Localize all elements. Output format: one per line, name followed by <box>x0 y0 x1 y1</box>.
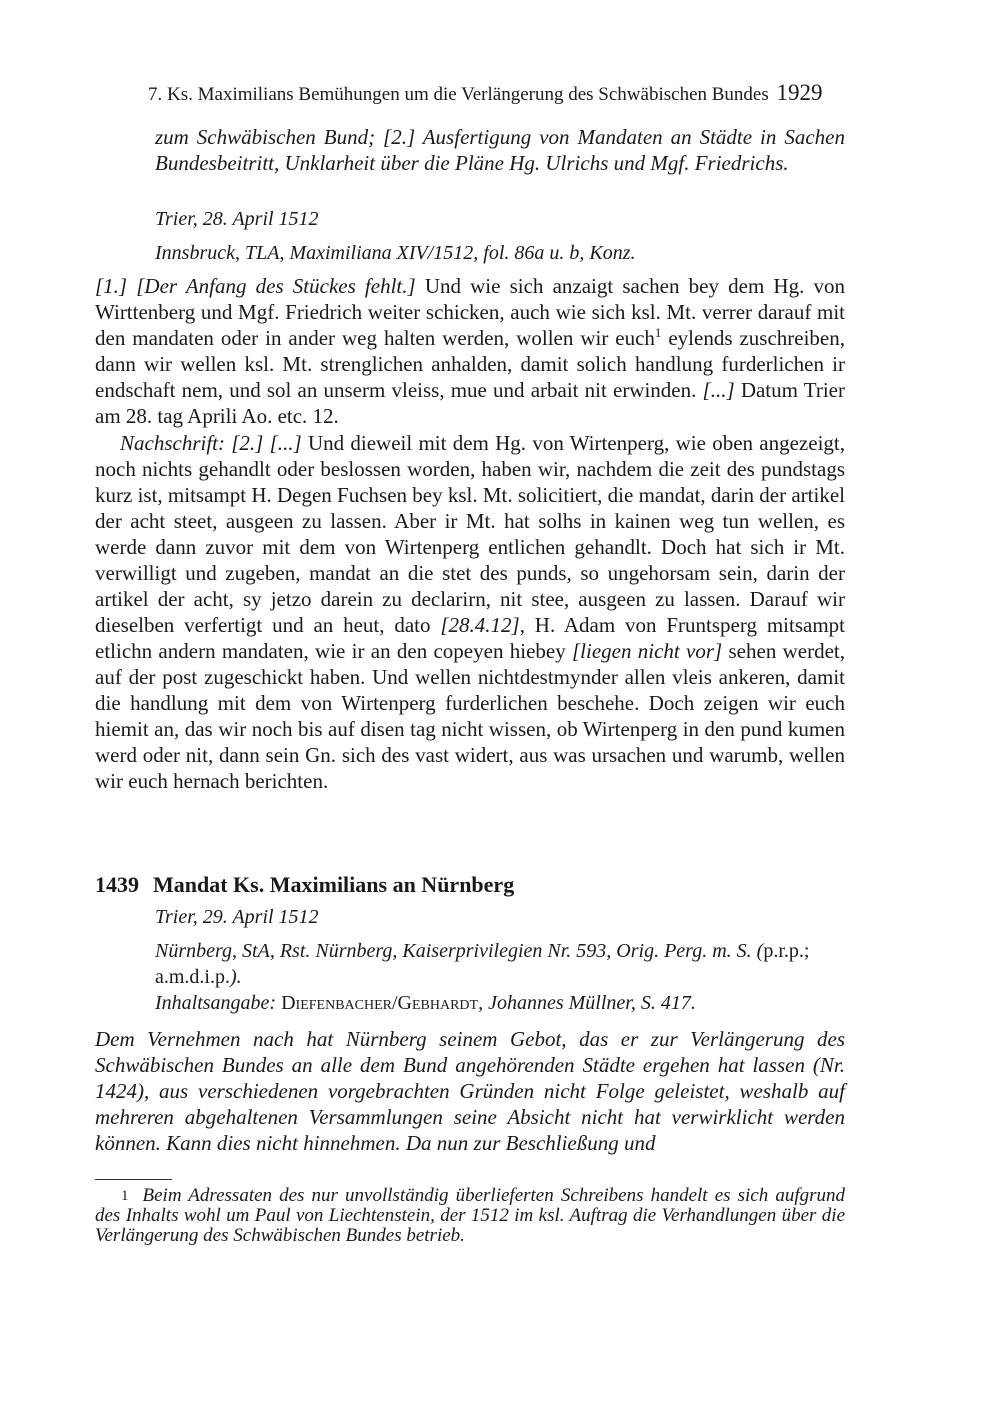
paragraph-1-ellipsis: [...] <box>702 378 735 402</box>
running-head <box>148 80 845 108</box>
document-heading <box>95 871 514 899</box>
paragraph-2-date-note: [28.4.12] <box>440 613 520 637</box>
document-source <box>155 938 845 990</box>
paragraph-2-editorial: Nachschrift: [2.] [...] <box>120 431 302 455</box>
literature-authors: Diefenbacher/Gebhardt <box>281 992 479 1014</box>
document-regest: Dem Vernehmen nach hat Nürnberg seinem Gebot, das er zur Verlängerung des Schwäbischen Bundes an alle dem Bund angehörenden Städte ergehen hat lassen (Nr. 1424), aus verschiedenen vorgebrachten Gründen nicht Folge geleistet, weshalb auf mehreren abgehaltenen Versammlungen seine Absicht nicht hat verwirklicht werden können. Kann dies nicht hinnehmen. Da nun zur Beschließung und <box>95 1027 845 1155</box>
document-date: Trier, 29. April 1512 <box>155 906 319 928</box>
paragraph-1-text-c: Datum Trier am 28. tag Aprili Ao. etc. 12. <box>95 378 845 428</box>
paragraph-2-note: [liegen nicht vor] <box>572 639 723 663</box>
footnote-marker: 1 <box>121 1188 129 1204</box>
paragraph-2-text-c: sehen werdet, auf der post zugeschickt haben. Und wellen nichtdestmynder allen vleis ankeren, damit die handlung mit dem von Wirtenperg furderlichen beschehe. Doch zeigen wir euch hiemit an, das wir noch bis auf disen tag nicht wissen, ob Wirtenperg in den pund kumen werd oder nit, dann sein Gn. sich des vast widert, aus was ursachen und warumb, wellen wir euch hernach berichten. <box>95 639 845 793</box>
paragraph-2-text-a: Und dieweil mit dem Hg. von Wirtenperg, wie oben angezeigt, noch nichts gehandlt oder beslossen worden, haben wir, nachdem die zeit des pundstags kurz ist, mitsampt H. Degen Fuchsen bey ksl. Mt. solicitiert, die mandat, darin der artikel der acht steet, ausgeen zu lassen. Aber ir Mt. hat solhs in kainen weg tun wellen, es werde dann zuvor mit dem von Wirtenperg entlichen gehandlt. Doch hat sich ir Mt. verwilligt und zugeben, mandat an die stet des punds, so ungehorsam sein, darin der artikel der acht, sy jetzo darein zu declarirn, nit stee, ausgeen zu lassen. Darauf wir dieselben verfertigt und an heut, dato <box>95 431 846 637</box>
paragraph-1-text-a: Und wie sich anzaigt sachen bey dem Hg. von Wirttenberg und Mgf. Friedrich weiter schicken, auch wie sich ksl. Mt. verrer darauf mit den mandaten oder in ander weg halten werden, wollen wir euch <box>95 274 845 350</box>
paragraph-1-editorial: [1.] [Der Anfang des Stückes fehlt.] <box>95 274 416 298</box>
footnote-reference[interactable]: 1 <box>654 325 662 340</box>
previous-document-summary: zum Schwäbischen Bund; [2.] Ausfertigung von Mandaten an Städte in Sachen Bundesbeitritt, Unklarheit über die Pläne Hg. Ulrichs und Mgf. Friedrichs. <box>155 125 845 175</box>
paragraph-1 <box>95 273 845 429</box>
document-literature <box>155 990 845 1016</box>
document-source-a: Nürnberg, StA, Rst. Nürnberg, Kaiserprivilegien Nr. 593, Orig. Perg. m. S. ( <box>155 940 764 962</box>
previous-document-source: Innsbruck, TLA, Maximiliana XIV/1512, fol. 86a u. b, Konz. <box>155 242 636 264</box>
footnote-divider <box>95 1179 172 1180</box>
paragraph-1-text-b: eylends zuschreiben, dann wir wellen ksl. Mt. strenglichen anhalden, damit solich handlung furderlichen ir endschaft nem, und sol an unserm vleiss, mue und arbait nit erwinden. <box>95 326 845 402</box>
document-source-c: ). <box>230 966 242 988</box>
literature-work: , Johannes Müllner, S. 417. <box>478 992 696 1014</box>
footnote-text: Beim Adressaten des nur unvollständig überlieferten Schreibens handelt es sich aufgrund des Inhalts wohl um Paul von Liechtenstein, der 1512 im ksl. Auftrag die Verhandlungen über die Verlängerung des Schwäbischen Bundes betrieb. <box>95 1185 845 1246</box>
page-number: 1929 <box>776 80 823 105</box>
previous-document-date: Trier, 28. April 1512 <box>155 208 319 230</box>
paragraph-2 <box>95 430 845 794</box>
literature-label: Inhaltsangabe: <box>155 992 282 1014</box>
paragraph-2-text-b: , H. Adam von Fruntsperg mitsampt etlichn andern mandaten, wie ir an den copeyen hiebey <box>95 613 846 663</box>
footnote <box>95 1186 845 1246</box>
document-title: Mandat Ks. Maximilians an Nürnberg <box>153 872 515 897</box>
running-head-title: 7. Ks. Maximilians Bemühungen um die Verlängerung des Schwäbischen Bundes <box>148 84 769 105</box>
document-source-b: p.r.p.; a.m.d.i.p. <box>155 940 810 988</box>
document-number: 1439 <box>95 872 139 897</box>
